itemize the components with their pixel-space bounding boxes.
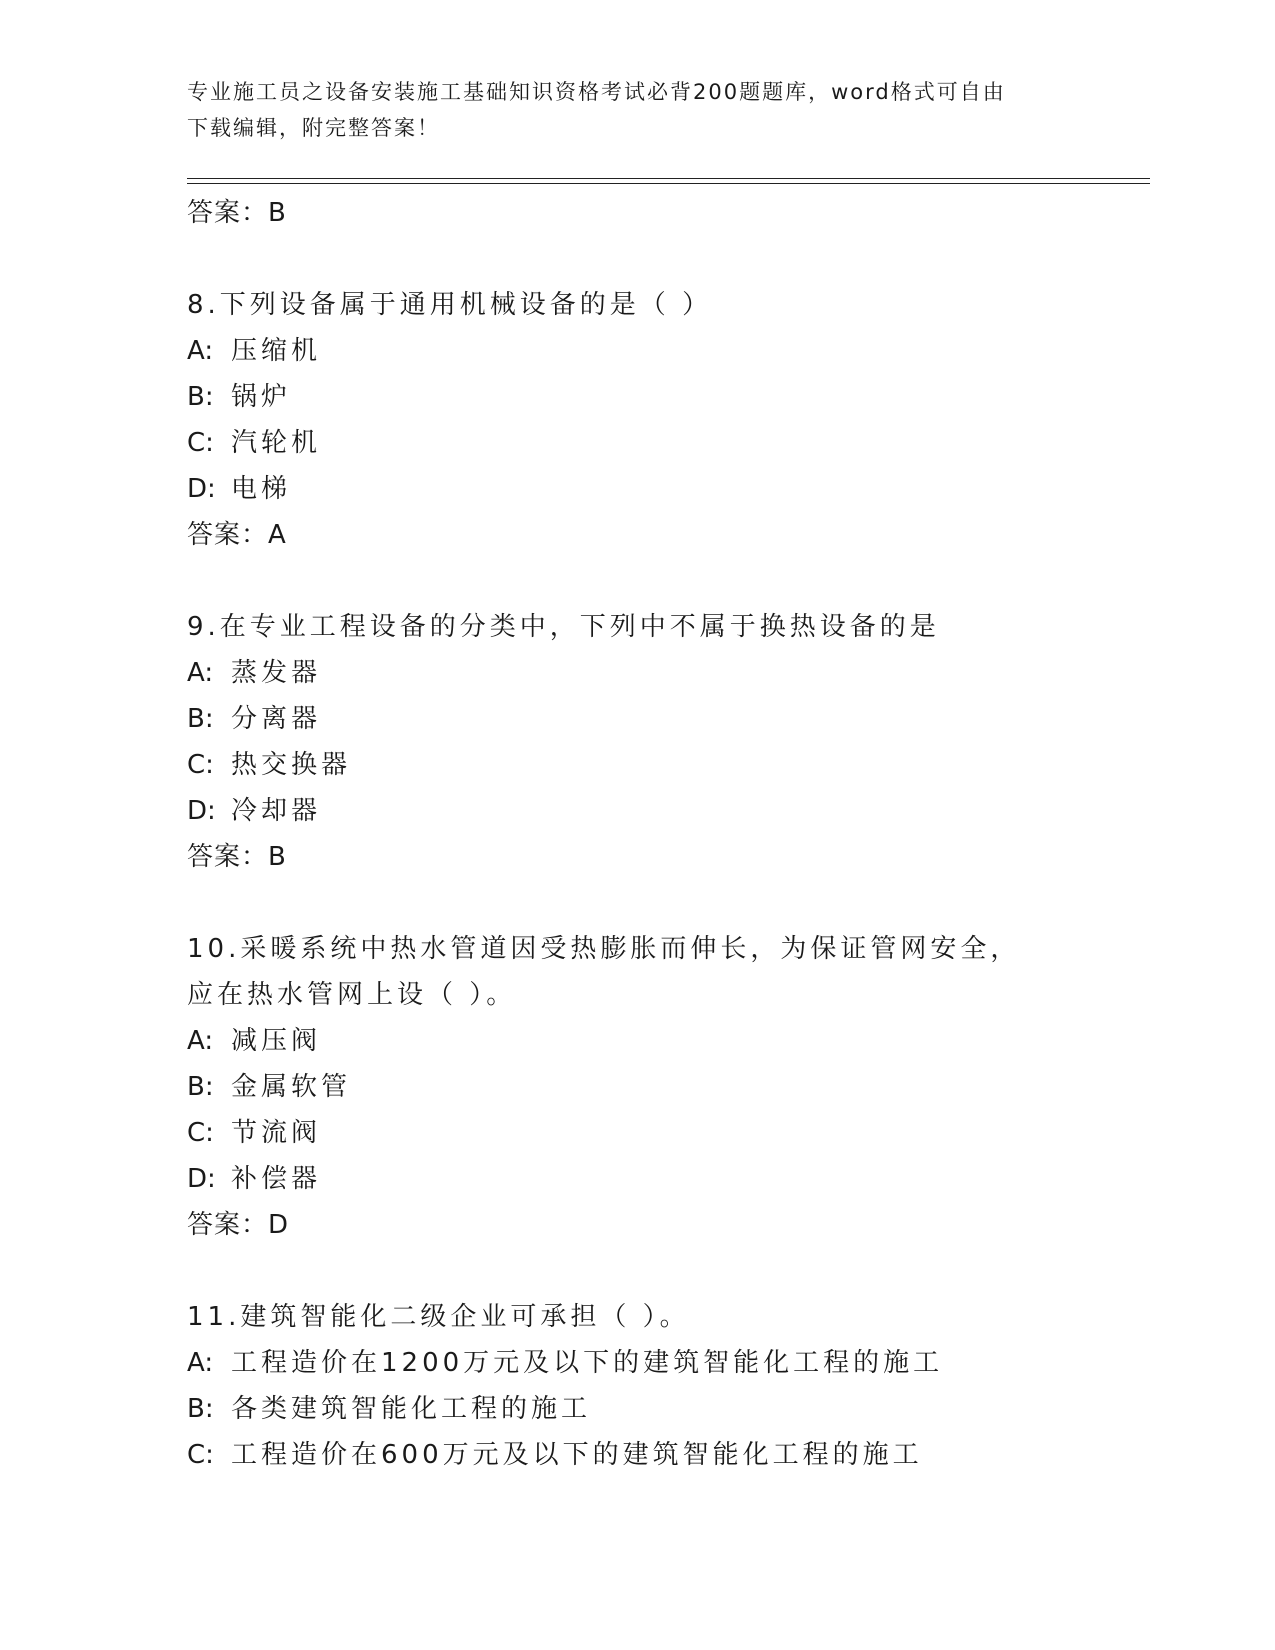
option-letter: D: (187, 796, 216, 826)
document-header (187, 74, 1067, 146)
option-text: 补偿器 (231, 1164, 322, 1194)
option-letter: C: (187, 428, 214, 458)
question-block (187, 604, 1087, 926)
option-letter: C: (187, 750, 214, 780)
question-list (187, 190, 1087, 1478)
question-stem: 11.建筑智能化二级企业可承担（ ）。 (187, 1302, 690, 1332)
option-text: 金属软管 (231, 1072, 352, 1102)
option-a (187, 1340, 1087, 1386)
option-a (187, 650, 1087, 696)
option-c (187, 420, 1087, 466)
option-letter: C: (187, 1440, 214, 1470)
option-d (187, 788, 1087, 834)
option-text: 工程造价在600万元及以下的建筑智能化工程的施工 (231, 1440, 923, 1470)
option-text: 节流阀 (231, 1118, 322, 1148)
option-c (187, 742, 1087, 788)
option-text: 压缩机 (231, 336, 322, 366)
option-letter: D: (187, 474, 216, 504)
option-letter: B: (187, 1072, 214, 1102)
option-b (187, 374, 1087, 420)
option-text: 分离器 (231, 704, 322, 734)
option-letter: A: (187, 658, 214, 688)
option-d (187, 1156, 1087, 1202)
option-text: 工程造价在1200万元及以下的建筑智能化工程的施工 (231, 1348, 944, 1378)
option-letter: A: (187, 1026, 214, 1056)
option-b (187, 1064, 1087, 1110)
option-letter: B: (187, 1394, 214, 1424)
option-text: 热交换器 (231, 750, 352, 780)
option-letter: C: (187, 1118, 214, 1148)
option-text: 电梯 (231, 474, 292, 504)
option-letter: D: (187, 1164, 216, 1194)
question-stem: 9.在专业工程设备的分类中，下列中不属于换热设备的是 (187, 612, 940, 642)
question-answer: 答案：A (187, 520, 287, 550)
header-rule-top (187, 178, 1150, 179)
header-line-2: 下载编辑，附完整答案！ (187, 116, 440, 140)
question-stem: 10.采暖系统中热水管道因受热膨胀而伸长，为保证管网安全，应在热水管网上设（ ）。 (187, 934, 1021, 1010)
question-block (187, 282, 1087, 604)
question-block (187, 1294, 1087, 1478)
header-line-1: 专业施工员之设备安装施工基础知识资格考试必背200题题库，word格式可自由 (187, 80, 1006, 104)
option-text: 各类建筑智能化工程的施工 (231, 1394, 592, 1424)
option-letter: A: (187, 336, 214, 366)
header-rule-bottom (187, 183, 1150, 184)
option-letter: B: (187, 382, 214, 412)
question-answer: 答案：B (187, 842, 287, 872)
option-letter: A: (187, 1348, 214, 1378)
option-d (187, 466, 1087, 512)
option-a (187, 328, 1087, 374)
option-a (187, 1018, 1087, 1064)
option-text: 锅炉 (231, 382, 292, 412)
option-c (187, 1110, 1087, 1156)
option-b (187, 1386, 1087, 1432)
option-text: 减压阀 (231, 1026, 322, 1056)
option-text: 蒸发器 (231, 658, 322, 688)
option-text: 冷却器 (231, 796, 322, 826)
question-block (187, 926, 1087, 1294)
question-stem: 8.下列设备属于通用机械设备的是（ ） (187, 290, 713, 320)
previous-answer: 答案：B (187, 198, 287, 228)
option-c (187, 1432, 1087, 1478)
option-letter: B: (187, 704, 214, 734)
option-b (187, 696, 1087, 742)
option-text: 汽轮机 (231, 428, 322, 458)
question-answer: 答案：D (187, 1210, 290, 1240)
